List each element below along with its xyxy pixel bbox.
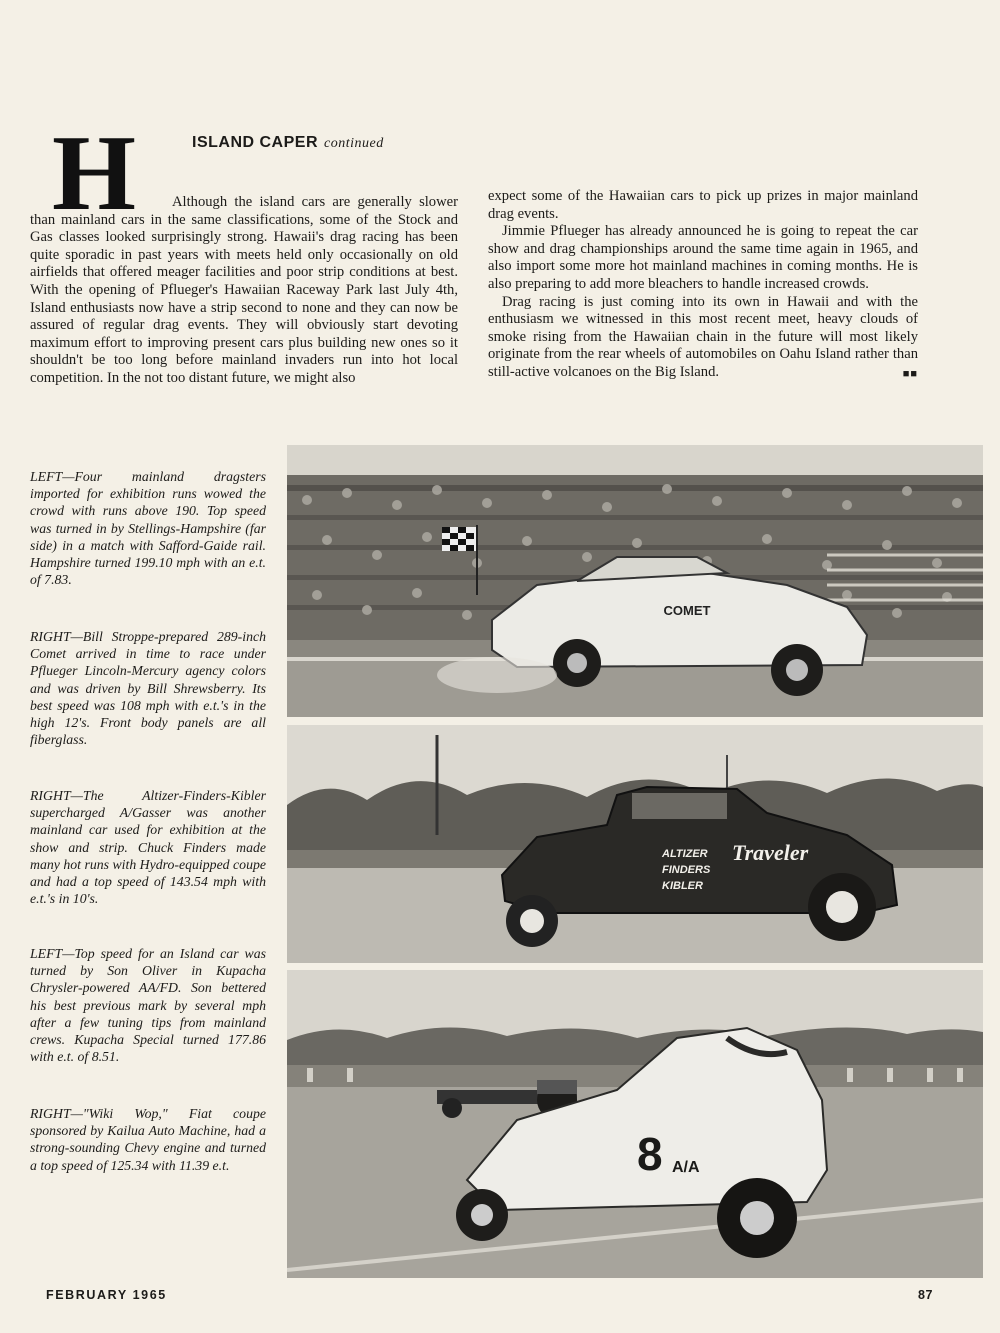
section-title bbox=[192, 134, 384, 152]
article-paragraph: Jimmie Pflueger has already announced he is going to repeat the car show and drag championships around the same time again in 1965, and also import some more hot mainland machines in coming months. He is also preparing to add more bleachers to handle increased crowds. bbox=[488, 223, 918, 292]
page-number: 87 bbox=[918, 1288, 933, 1302]
fiat-car-class: A/A bbox=[672, 1159, 700, 1176]
fiat-car-number: 8 bbox=[637, 1128, 663, 1180]
gasser-script: Traveler bbox=[732, 840, 809, 865]
article-paragraph: expect some of the Hawaiian cars to pick up prizes in major mainland drag events. bbox=[488, 188, 918, 222]
gasser-lettering-3: KIBLER bbox=[662, 880, 703, 892]
photo-comet bbox=[287, 445, 983, 717]
photo-comet-image bbox=[287, 445, 983, 717]
photo-fiat-image bbox=[287, 970, 983, 1278]
photo-fiat bbox=[287, 970, 983, 1278]
title-text: ISLAND CAPER bbox=[192, 134, 319, 151]
caption-island-car: LEFT—Top speed for an Island car was turned by Son Oliver in Kupacha Chrysler-powered AA/FD. Son bettered his best previous mark by several mph after a few tuning tips from mainland crews. Kupacha Special turned 177.86 with e.t. of 8.51. bbox=[30, 946, 266, 1065]
gasser-lettering-1: ALTIZER bbox=[662, 848, 708, 860]
article-paragraph bbox=[488, 294, 918, 382]
title-suffix: continued bbox=[324, 136, 384, 151]
photo-gasser bbox=[287, 725, 983, 963]
gasser-lettering-2: FINDERS bbox=[662, 864, 711, 876]
article-paragraph-text: Drag racing is just coming into its own in Hawaii and with the enthusiasm we witnessed in this most recent meet, heavy clouds of smoke rising from the Hawaiian chain in the future will most likely originate from the rear wheels of automobiles on Oahu Island rather than still-active volcanoes on the Big Island. bbox=[488, 293, 918, 380]
issue-date: FEBRUARY 1965 bbox=[46, 1288, 167, 1302]
article-column-left bbox=[30, 194, 458, 388]
caption-fiat: RIGHT—"Wiki Wop," Fiat coupe sponsored by Kailua Auto Machine, had a strong-sounding Chevy engine and turned a top speed of 125.34 with 11.39 e.t. bbox=[30, 1106, 266, 1173]
caption-comet: RIGHT—Bill Stroppe-prepared 289-inch Comet arrived in time to race under Pflueger Lincoln-Mercury agency colors and was driven by Bill Shrewsberry. Its best speed was 108 mph with e.t.'s in the high 12's. Front body panels are all fiberglass. bbox=[30, 629, 266, 748]
end-mark: ■■ bbox=[902, 367, 918, 380]
caption-gasser: RIGHT—The Altizer-Finders-Kibler supercharged A/Gasser was another mainland car used for exhibition at the show and strip. Chuck Finders made many hot runs with Hydro-equipped coupe and had a top speed of 143.54 mph with e.t.'s in 10's. bbox=[30, 788, 266, 907]
photo-gasser-image bbox=[287, 725, 983, 963]
article-column-right bbox=[488, 188, 918, 384]
article-paragraph: Although the island cars are generally slower than mainland cars in the same classifications, some of the Stock and Gas classes looked surprisingly strong. Hawaii's drag racing has been quite sporadic in past years with meets held only occasionally on old airfields that offered meager facilities and poor strip conditions at best. With the opening of Pflueger's Hawaiian Raceway Park last July 4th, Island enthusiasts now have a strip second to none and they can now be assured of regular drag events. They will obviously start devoting maximum effort to improving present cars plus building new ones so it shouldn't be too long before mainland invaders run into hot local competition. In the not too distant future, we might also bbox=[30, 194, 458, 386]
caption-dragsters: LEFT—Four mainland dragsters imported for exhibition runs wowed the crowd with runs above 190. Top speed was turned in by Stellings-Hampshire (far side) in a match with Safford-Gaide rail. Hampshire turned 199.10 mph with an e.t. of 7.83. bbox=[30, 469, 266, 588]
drop-cap-glyph: H bbox=[51, 133, 137, 215]
comet-car-lettering: COMET bbox=[663, 603, 711, 618]
